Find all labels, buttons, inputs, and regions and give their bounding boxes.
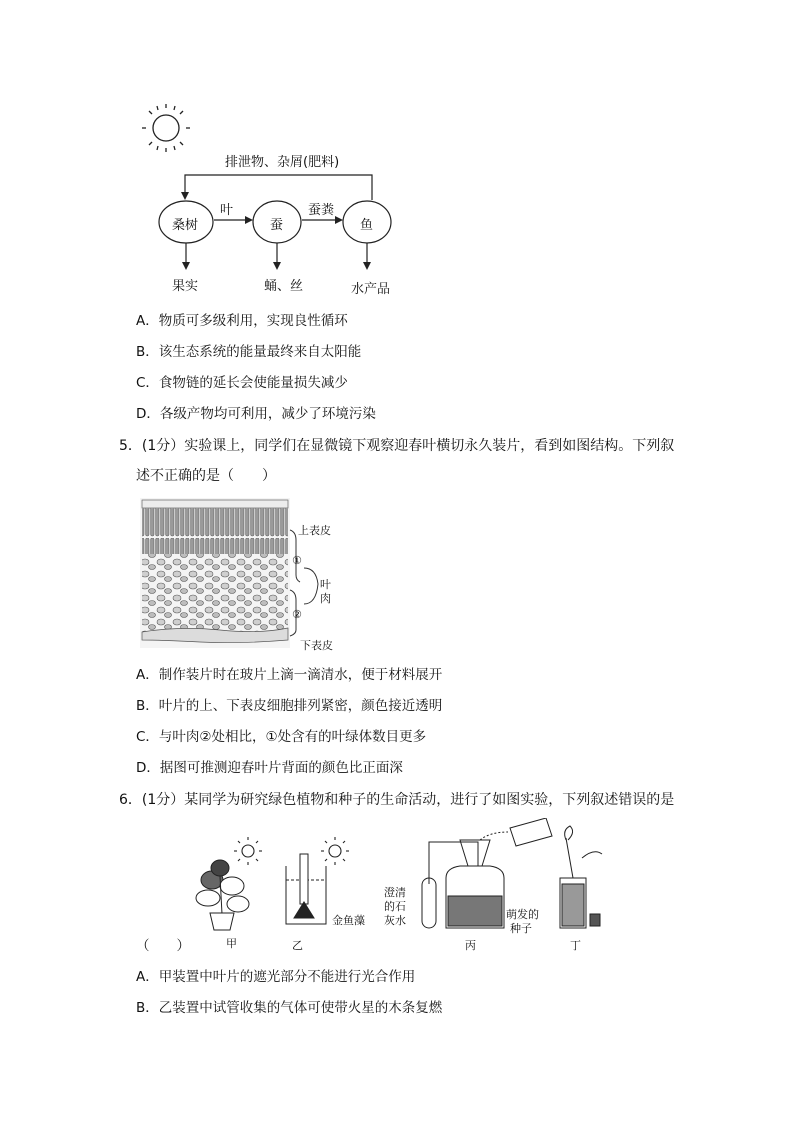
q5-stem-line1: 5．(1分）实验课上，同学们在显微镜下观察迎春叶横切永久装片，看到如图结构。下列叙 xyxy=(119,438,675,454)
q4-option-c: C．食物链的延长会使能量损失减少 xyxy=(136,375,348,391)
q4-option-b: B．该生态系统的能量最终来自太阳能 xyxy=(136,344,362,360)
node-label-sangshu: 桑树 xyxy=(172,218,199,233)
node-label-yu: 鱼 xyxy=(360,218,374,233)
label-bing: 丙 xyxy=(465,939,476,952)
seed-jar xyxy=(560,826,602,928)
label-limewater-1: 澄清 xyxy=(384,886,406,899)
q4-option-a: A．物质可多级利用，实现良性循环 xyxy=(136,313,348,329)
sun-icon xyxy=(142,104,190,152)
node-label-can: 蚕 xyxy=(270,218,284,233)
sun-icon xyxy=(321,837,349,865)
label-mesophyll-ye: 叶 xyxy=(320,578,331,591)
q6-answer-paren: （ ） xyxy=(136,938,190,954)
q5-option-b: B．叶片的上、下表皮细胞排列紧密，颜色接近透明 xyxy=(136,698,443,714)
arrow-label-ye: 叶 xyxy=(220,203,234,218)
q4-option-d: D．各级产物均可利用，减少了环境污染 xyxy=(136,406,376,422)
label-upper-epidermis: 上表皮 xyxy=(298,524,331,537)
q5-option-a: A．制作装片时在玻片上滴一滴清水，便于材料展开 xyxy=(136,667,443,683)
goldfish-weed-beaker xyxy=(286,854,326,924)
label-circle-2: ② xyxy=(292,608,302,621)
label-lower-epidermis: 下表皮 xyxy=(300,639,333,652)
label-jia: 甲 xyxy=(226,937,237,950)
sun-icon xyxy=(234,837,262,865)
output-guoshi: 果实 xyxy=(172,279,199,294)
q6-stem-line1: 6．(1分）某同学为研究绿色植物和种子的生命活动，进行了如图实验，下列叙述错误的是 xyxy=(119,792,675,808)
label-limewater-3: 灰水 xyxy=(384,914,406,927)
label-ding: 丁 xyxy=(570,939,581,952)
q6-option-b: B．乙装置中试管收集的气体可使带火星的木条复燃 xyxy=(136,1000,443,1016)
q5-option-d: D．据图可推测迎春叶片背面的颜色比正面深 xyxy=(136,760,403,776)
food-web-lines xyxy=(0,0,794,300)
label-seeds-1: 萌发的 xyxy=(506,908,539,921)
label-seeds-2: 种子 xyxy=(510,922,532,935)
output-yongsi: 蛹、丝 xyxy=(264,279,304,294)
q5-stem-line2: 述不正确的是（ ） xyxy=(136,468,276,484)
leaf-section-image xyxy=(140,498,290,648)
label-yi: 乙 xyxy=(292,939,303,952)
arrow-label-canfen: 蚕粪 xyxy=(308,203,335,218)
potted-plant xyxy=(196,860,249,930)
output-shuichanpin: 水产品 xyxy=(351,282,391,297)
label-goldfish-weed: 金鱼藻 xyxy=(332,914,365,927)
label-mesophyll-rou: 肉 xyxy=(320,592,331,605)
q6-option-a: A．甲装置中叶片的遮光部分不能进行光合作用 xyxy=(136,969,416,985)
label-circle-1: ① xyxy=(292,554,302,567)
label-limewater-2: 的石 xyxy=(384,900,406,913)
feedback-label: 排泄物、杂屑(肥料) xyxy=(225,155,340,170)
q5-option-c: C．与叶肉②处相比，①处含有的叶绿体数目更多 xyxy=(136,729,427,745)
